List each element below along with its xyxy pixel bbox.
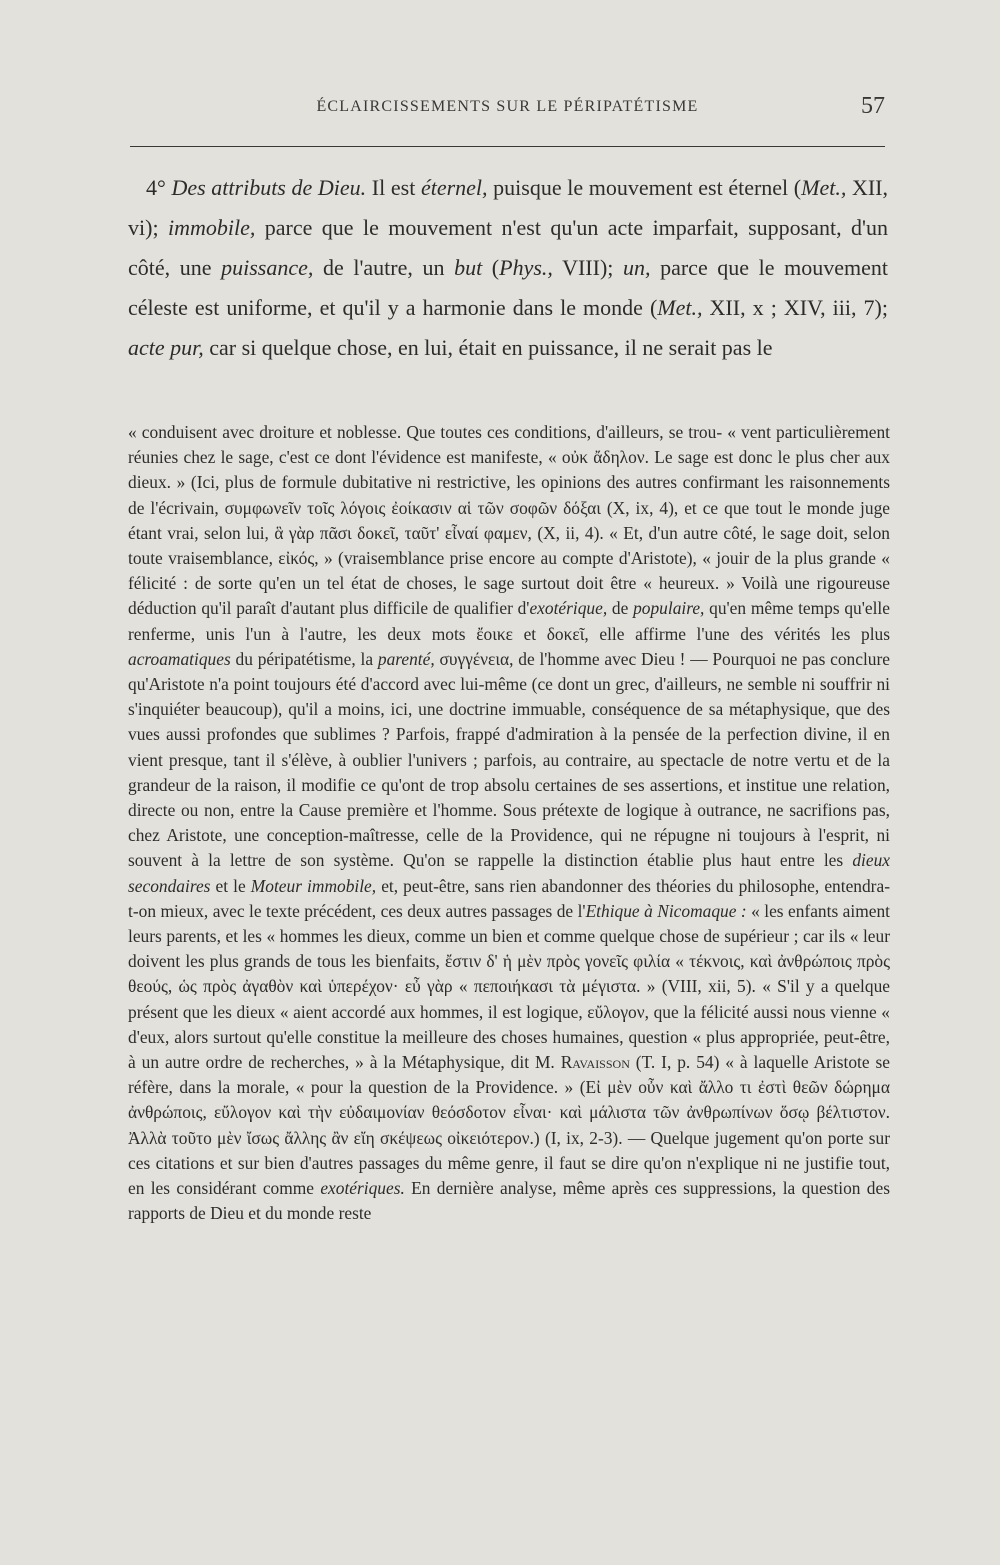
- main-text-run: parce que le mouvement n'est qu'un acte imparfait, supposant, d'un côté, une: [128, 215, 888, 280]
- page-number: 57: [861, 93, 885, 119]
- note-italic: exotériques.: [320, 1178, 405, 1199]
- note-text-run: « les enfants aiment leurs parents, et les « hommes les dieux, comme un bien et comme quelque chose de supérieur ; car ils « leur doivent les plus grands de tous les bienfaits, ἔστιν δ' ἡ μὲν πρὸς γονεῖς φιλία « τέκνοις, καὶ ἀνθρώποις πρὸς θεούς, ὡς πρὸς ἀγαθὸν καὶ ὑπερέχον· εὖ γὰρ « πεποιήκασι τὰ μέγιστα. » (VIII, xii, 5). « S'il y a quelque présent que les dieux « aient accordé aux hommes, il est logique, εὔλογον, que la félicité aussi nous vienne « d'eux, alors surtout qu'elle constitue la meilleure des choses humaines, question « plus appropriée, peut-être, à un autre ordre de recherches, » à la Métaphysique, dit M.: [128, 900, 890, 1073]
- note-italic: Moteur immobile,: [250, 875, 377, 896]
- footnote-block: [128, 420, 890, 1227]
- main-italic: puissance,: [221, 255, 314, 280]
- main-text-run: (: [482, 255, 500, 280]
- main-text-run: Il est: [366, 175, 421, 200]
- main-italic: Met.,: [801, 175, 847, 200]
- main-text-run: parce que le mouvement céleste est uniforme, et qu'il y a harmonie dans le monde (: [128, 255, 889, 320]
- main-text-run: VIII);: [552, 255, 623, 280]
- main-text-run: de l'autre, un: [313, 255, 455, 280]
- note-italic: populaire,: [633, 598, 705, 619]
- note-text-run: qu'en même temps qu'elle renferme, unis l'un à l'autre, les deux mots ἔοικε et δοκεῖ, elle affirme l'une des vérités les plus: [128, 598, 890, 644]
- page-header: [130, 93, 885, 133]
- running-head: ÉCLAIRCISSEMENTS SUR LE PÉRIPATÉTISME: [316, 98, 699, 115]
- note-italic: Ethique à Nicomaque :: [585, 900, 747, 921]
- main-italic: éternel,: [420, 175, 488, 200]
- main-italic: Phys.,: [499, 255, 553, 280]
- note-text-run: (T. I, p. 54) « à laquelle Aristote se réfère, dans la morale, « pour la question de la Providence. » (Εἰ μὲν οὖν καὶ ἄλλο τι ἐστὶ θεῶν δώρημα ἀνθρώποις, εὔλογον καὶ τὴν εὐδαιμονίαν θεόσδοτον εἶναι· καὶ μάλιστα τῶν ἀνθρωπίνων ὅσῳ βέλτιστον. Ἀλλὰ τοῦτο μὲν ἴσως ἄλλης ἂν εἴη σκέψεως οἰκειότερον.) (I, ix, 2-3). — Quelque jugement qu'on porte sur ces citations et sur bien d'autres passages du même genre, il faut se dire qu'on n'explique ni ne justifie tout, en les considérant comme: [128, 1052, 890, 1199]
- note-text-run: συγγένεια, de l'homme avec Dieu ! — Pourquoi ne pas conclure qu'Aristote n'a point toujours été d'accord avec lui-même (ce dont un grec, d'ailleurs, ne semble ni souffrir ni s'inquiéter beaucoup), qu'il a moins, ici, une doctrine immuable, conséquence de sa métaphysique, que des vues aussi profondes que sublimes ? Parfois, frappé d'admiration à la pensée de la perfection divine, il en vient presque, tant il s'élève, à oublier l'univers ; parfois, au contraire, au spectacle de notre vertu et de la grandeur de la raison, il modifie ce qu'ont de trop absolu certaines de ses assertions, et institue une relation, directe ou non, entre la Cause première et l'homme. Sous prétexte de logique à outrance, ne sacrifions pas, chez Aristote, une conception-maîtresse, celle de la Providence, qui ne répugne ni toujours à l'esprit, ni souvent à la lettre de son système. Qu'on se rappelle la distinction établie plus haut entre les: [128, 648, 890, 871]
- note-italic: acroamatiques: [128, 648, 231, 669]
- note-text-run: du péripatétisme, la: [230, 648, 378, 669]
- note-italic: exotérique,: [529, 598, 608, 619]
- main-text-run: puisque le mouvement est éternel (: [487, 175, 802, 200]
- main-text-run: car si quelque chose, en lui, était en puissance, il ne serait pas le: [203, 335, 773, 360]
- note-text-run: « conduisent avec droiture et noblesse. Que toutes ces conditions, d'ailleurs, se trou- « vent particulièrement réunies chez le sage, c'est ce dont l'évidence est manifeste, « οὐκ ἄδηλον. Le sage est donc le plus cher aux dieux. » (Ici, plus de formule dubitative ni restrictive, les opinions des autres confirmant les raisonnements de l'écrivain, συμφωνεῖν τοῖς λόγοις ἐοίκασιν αἱ τῶν σοφῶν δόξαι (X, ix, 4), et ce que tout le monde juge étant vrai, selon lui, ἃ γὰρ πᾶσι δοκεῖ, ταῦτ' εἶναί φαμεν, (X, ii, 4). « Et, d'un autre côté, le sage doit, selon toute vraisemblance, εἰκός, » (vraisemblance prise encore au compte d'Aristote), « jouir de la plus grande « félicité : de sorte qu'en un tel état de choses, le sage surtout doit être « heureux. » Voilà une rigoureuse déduction qu'il paraît d'autant plus difficile de qualifier d': [128, 422, 890, 619]
- main-text-run: XII, vi);: [128, 175, 888, 240]
- paragraph-attributs-de-dieu: [128, 168, 888, 368]
- main-paragraph: [128, 168, 888, 368]
- section-number: 4°: [146, 175, 166, 200]
- footnote-text: [128, 420, 890, 1227]
- note-text-run: de: [607, 598, 634, 619]
- main-italic: acte pur,: [128, 335, 204, 360]
- main-italic: but: [454, 255, 483, 280]
- note-italic: parenté,: [377, 648, 435, 669]
- main-italic: immobile,: [167, 215, 256, 240]
- section-heading: Des attributs de Dieu.: [171, 175, 367, 200]
- author-name: Ravaisson: [560, 1052, 630, 1073]
- note-text-run: et, peut-être, sans rien abandonner des théories du philosophe, entendra-t-on mieux, avec le texte précédent, ces deux autres passages de l': [128, 875, 890, 921]
- note-italic: dieux secondaires: [128, 850, 890, 896]
- main-text-run: XII, x ; XIV, iii, 7);: [702, 295, 888, 320]
- main-italic: Met.,: [657, 295, 703, 320]
- main-italic: un,: [623, 255, 651, 280]
- note-text-run: En dernière analyse, même après ces suppressions, la question des rapports de Dieu et du monde reste: [128, 1178, 890, 1224]
- header-rule: [130, 146, 885, 147]
- note-text-run: et le: [210, 875, 251, 896]
